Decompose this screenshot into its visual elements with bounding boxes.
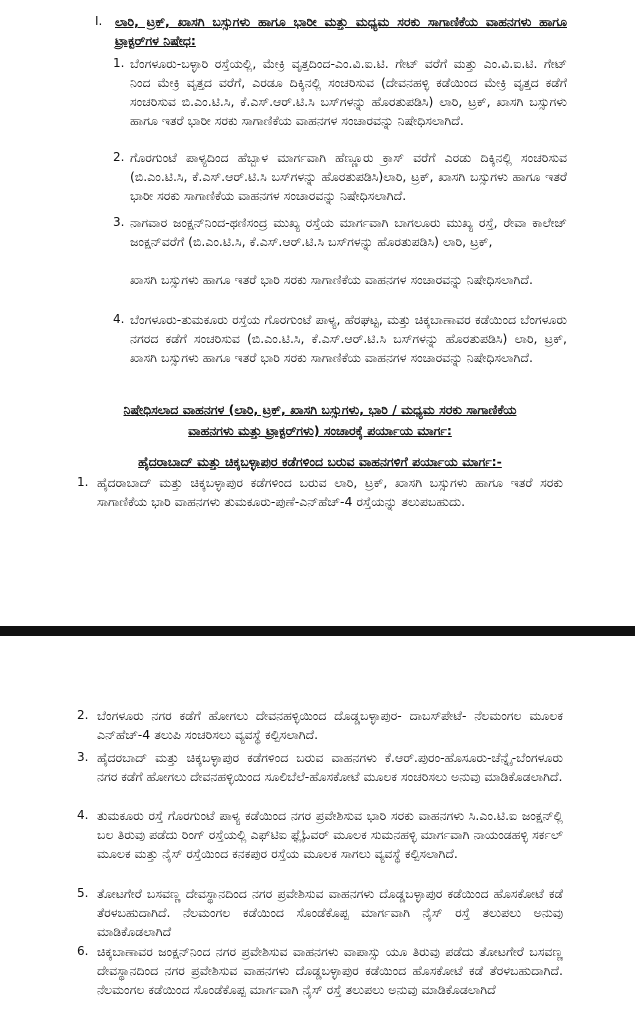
list-item-number: 5. <box>77 886 89 900</box>
list-item: ಬೆಂಗಳೂರು-ಬಳ್ಳಾರಿ ರಸ್ತೆಯಲ್ಲಿ, ಮೇಕ್ರಿ ವೃತ್ತದಿಂದ-ಎಂ.ವಿ.ಐ.ಟಿ. ಗೇಟ್ ವರೆಗೆ ಮತ್ತು ಎಂ.ವಿ.ಐ.ಟಿ. ಗೇಟ್ ನಿಂದ ಮೇಕ್ರಿ ವೃತ್ತದ ವರೆಗೆ, ಎರಡೂ ದಿಕ್ಕಿನಲ್ಲಿ ಸಂಚರಿಸುವ (ದೇವನಹಳ್ಳಿ ಕಡೆಯಿಂದ ಮೇಕ್ರಿ ವೃತ್ತದ ಕಡೆಗೆ ಸಂಚರಿಸುವ ಬಿ.ಎಂ.ಟಿ.ಸಿ, ಕೆ.ಎಸ್.ಆರ್.ಟಿ.ಸಿ ಬಸ್‌ಗಳನ್ನು ಹೊರತುಪಡಿಸಿ) ಲಾರಿ, ಟ್ರಕ್, ಖಾಸಗಿ ಬಸ್ಸುಗಳು ಹಾಗೂ ಇತರೆ ಭಾರೀ ಸರಕು ಸಾಗಾಣಿಕೆಯ ವಾಹನಗಳ ಸಂಚಾರವನ್ನು ನಿಷೇಧಿಸಲಾಗಿದೆ. <box>130 56 567 128</box>
list-item: ನಾಗವಾರ ಜಂಕ್ಷನ್‌ನಿಂದ-ಥಣಿಸಂದ್ರ ಮುಖ್ಯ ರಸ್ತೆಯ ಮಾರ್ಗವಾಗಿ ಬಾಗಲೂರು ಮುಖ್ಯ ರಸ್ತೆ, ರೇವಾ ಕಾಲೇಜ್ ಜಂಕ್ಷನ್‌ವರೆಗೆ (ಬಿ.ಎಂ.ಟಿ.ಸಿ, ಕೆ.ಎಸ್.ಆರ್.ಟಿ.ಸಿ ಬಸ್‌ಗಳನ್ನು ಹೊರತುಪಡಿಸಿ) ಲಾರಿ, ಟ್ರಕ್, <box>130 215 567 249</box>
list-item: ಬೆಂಗಳೂರು ನಗರ ಕಡೆಗೆ ಹೋಗಲು ದೇವನಹಳ್ಳಿಯಿಂದ ದೊಡ್ಡಬಳ್ಳಾಪುರ- ದಾಬಸ್‌ಪೇಟೆ- ನೆಲಮಂಗಲ ಮೂಲಕ ಎನ್‌ಹೆಚ್-4 ತಲುಪಿ ಸಂಚರಿಸಲು ವ್ಯವಸ್ಥೆ ಕಲ್ಪಿಸಲಾಗಿದೆ. <box>97 708 563 742</box>
list-item-number: 3. <box>77 750 89 764</box>
list-item-number: 1. <box>113 56 125 70</box>
list-item-number: 2. <box>113 150 125 164</box>
list-item: ತುಮಕೂರು ರಸ್ತೆ ಗೊರಗುಂಟೆ ಪಾಳ್ಯ ಕಡೆಯಿಂದ ನಗರ ಪ್ರವೇಶಿಸುವ ಭಾರಿ ಸರಕು ವಾಹನಗಳು ಸಿ.ಎಂ.ಟಿ.ಐ ಜಂಕ್ಷನ್‌ಲ್ಲಿ ಬಲ ತಿರುವು ಪಡೆದು ರಿಂಗ್ ರಸ್ತೆಯಲ್ಲಿ ಎಫ್‌ಟಿಐ ಫ್ಲೈಓವರ್ ಮೂಲಕ ಸುಮನಹಳ್ಳಿ ಮಾರ್ಗವಾಗಿ ನಾಯಂಡಹಳ್ಳಿ ಸರ್ಕಲ್ ಮೂಲಕ ಮತ್ತು ನೈಸ್ ರಸ್ತೆಯಿಂದ ಕನಕಪುರ ರಸ್ತೆಯ ಮೂಲಕ ಸಾಗಲು ವ್ಯವಸ್ಥೆ ಕಲ್ಪಿಸಲಾಗಿದೆ. <box>97 808 563 861</box>
list-item-number: 3. <box>113 215 125 229</box>
section-number: I. <box>95 14 103 28</box>
sub-heading: ಹೈದರಾಬಾದ್ ಮತ್ತು ಚಿಕ್ಕಬಳ್ಳಾಪುರ ಕಡೆಗಳಿಂದ ಬರುವ ವಾಹನಗಳಿಗೆ ಪರ್ಯಾಯ ಮಾರ್ಗ:- <box>138 454 502 469</box>
page-divider <box>0 626 635 636</box>
list-item-number: 4. <box>113 312 125 326</box>
list-item: ಹೈದರಾಬಾದ್ ಮತ್ತು ಚಿಕ್ಕಬಳ್ಳಾಪುರ ಕಡೆಗಳಿಂದ ಬರುವ ಲಾರಿ, ಟ್ರಕ್, ಖಾಸಗಿ ಬಸ್ಸುಗಳು ಹಾಗೂ ಇತರೆ ಸರಕು ಸಾಗಾಣಿಕೆಯ ಭಾರಿ ವಾಹನಗಳು ತುಮಕೂರು-ಪುಣೆ-ಎನ್‌ಹೆಚ್-4 ರಸ್ತೆಯನ್ನು ತಲುಪಬಹುದು. <box>97 475 563 509</box>
alternate-route-heading-line2: ವಾಹನಗಳು ಮತ್ತು ಟ್ರಾಕ್ಟರ್‌ಗಳು) ಸಂಚಾರಕ್ಕೆ ಪರ್ಯಾಯ ಮಾರ್ಗ: <box>188 423 452 438</box>
list-item-number: 1. <box>77 475 89 489</box>
list-item-continuation: ಖಾಸಗಿ ಬಸ್ಸುಗಳು ಹಾಗೂ ಇತರೆ ಭಾರಿ ಸರಕು ಸಾಗಾಣಿಕೆಯ ವಾಹನಗಳ ಸಂಚಾರವನ್ನು ನಿಷೇಧಿಸಲಾಗಿದೆ. <box>130 272 533 287</box>
list-item: ಬೆಂಗಳೂರು-ತುಮಕೂರು ರಸ್ತೆಯ ಗೊರಗುಂಟೆ ಪಾಳ್ಯ, ಹೆರಘಟ್ಟ, ಮತ್ತು ಚಿಕ್ಕಬಾಣಾವರ ಕಡೆಯಿಂದ ಬೆಂಗಳೂರು ನಗರದ ಕಡೆಗೆ ಸಂಚರಿಸುವ (ಬಿ.ಎಂ.ಟಿ.ಸಿ, ಕೆ.ಎಸ್.ಆರ್.ಟಿ.ಸಿ ಬಸ್‌ಗಳನ್ನು ಹೊರತುಪಡಿಸಿ) ಲಾರಿ, ಟ್ರಕ್, ಖಾಸಗಿ ಬಸ್ಸುಗಳು ಹಾಗೂ ಇತರೆ ಭಾರಿ ಸರಕು ಸಾಗಾಣಿಕೆಯ ವಾಹನಗಳ ಸಂಚಾರವನ್ನು ನಿಷೇಧಿಸಲಾಗಿದೆ. <box>130 312 567 365</box>
list-item: ಹೈದರಬಾದ್ ಮತ್ತು ಚಿಕ್ಕಬಳ್ಳಾಪುರ ಕಡೆಗಳಿಂದ ಬರುವ ವಾಹನಗಳು ಕೆ.ಆರ್.ಪುರಂ-ಹೊಸೂರು-ಚೆನ್ನೈ-ಬೆಂಗಳೂರು ನಗರ ಕಡೆಗೆ ಹೋಗಲು ದೇವನಹಳ್ಳಿಯಿಂದ ಸೂಲಿಬೆಲೆ-ಹೊಸಕೋಟೆ ಮೂಲಕ ಸಂಚರಿಸಲು ಅನುವು ಮಾಡಿಕೊಡಲಾಗಿದೆ. <box>97 750 563 784</box>
alternate-route-heading-line1: ನಿಷೇಧಿಸಲಾದ ವಾಹನಗಳ (ಲಾರಿ, ಟ್ರಕ್, ಖಾಸಗಿ ಬಸ್ಸುಗಳು, ಭಾರಿ / ಮಧ್ಯಮ ಸರಕು ಸಾಗಾಣಿಕೆಯ <box>123 402 517 417</box>
list-item: ಚಿಕ್ಕಬಾಣಾವರ ಜಂಕ್ಷನ್‌ನಿಂದ ನಗರ ಪ್ರವೇಶಿಸುವ ವಾಹನಗಳು ವಾಪಾಸ್ಸು ಯೂ ತಿರುವು ಪಡೆದು ತೋಟಗೇರೆ ಬಸವಣ್ಣ ದೇವಸ್ಥಾನದಿಂದ ನಗರ ಪ್ರವೇಶಿಸುವ ವಾಹನಗಳು ದೊಡ್ಡಬಳ್ಳಾಪುರ ಕಡೆಯಿಂದ ಹೊಸಕೋಟೆ ಕಡೆ ತೆರಳಬಹುದಾಗಿದೆ. ನೆಲಮಂಗಲ ಕಡೆಯಿಂದ ಸೊಂಡೆಕೊಪ್ಪ ಮಾರ್ಗವಾಗಿ ನೈಸ್ ರಸ್ತೆ ತಲುಪಲು ಅನುವು ಮಾಡಿಕೊಡಲಾಗಿದೆ <box>97 944 563 997</box>
list-item: ಗೊರಗುಂಟೆ ಪಾಳ್ಯದಿಂದ ಹೆಬ್ಬಾಳ ಮಾರ್ಗವಾಗಿ ಹೆಣ್ಣೂರು ಕ್ರಾಸ್ ವರೆಗೆ ಎರಡು ದಿಕ್ಕಿನಲ್ಲಿ ಸಂಚರಿಸುವ (ಬಿ.ಎಂ.ಟಿ.ಸಿ, ಕೆ.ಎಸ್.ಆರ್.ಟಿ.ಸಿ ಬಸ್‌ಗಳನ್ನು ಹೊರತುಪಡಿಸಿ)ಲಾರಿ, ಟ್ರಕ್, ಖಾಸಗಿ ಬಸ್ಸುಗಳು ಹಾಗೂ ಇತರೆ ಭಾರೀ ಸರಕು ಸಾಗಾಣಿಕೆಯ ವಾಹನಗಳ ಸಂಚಾರವನ್ನು ನಿಷೇಧಿಸಲಾಗಿದೆ. <box>130 150 567 203</box>
section-heading: ಲಾರಿ, ಟ್ರಕ್, ಖಾಸಗಿ ಬಸ್ಸುಗಳು ಹಾಗೂ ಭಾರೀ ಮತ್ತು ಮಧ್ಯಮ ಸರಕು ಸಾಗಾಣಿಕೆಯ ವಾಹನಗಳು ಹಾಗೂ ಟ್ರಾಕ್ಟರ್‌ಗಳ ನಿಷೇಧ: <box>115 14 567 48</box>
page-2 <box>0 636 635 1024</box>
list-item-number: 4. <box>77 808 89 822</box>
list-item-number: 2. <box>77 708 89 722</box>
list-item-number: 6. <box>77 944 89 958</box>
list-item: ತೋಟಗೇರೆ ಬಸವಣ್ಣ ದೇವಸ್ಥಾನದಿಂದ ನಗರ ಪ್ರವೇಶಿಸುವ ವಾಹನಗಳು ದೊಡ್ಡಬಳ್ಳಾಪುರ ಕಡೆಯಿಂದ ಹೊಸಕೋಟೆ ಕಡೆ ತೆರಳಬಹುದಾಗಿದೆ. ನೆಲಮಂಗಲ ಕಡೆಯಿಂದ ಸೊಂಡೆಕೊಪ್ಪ ಮಾರ್ಗವಾಗಿ ನೈಸ್ ರಸ್ತೆ ತಲುಪಲು ಅನುವು ಮಾಡಿಕೊಡಲಾಗಿದೆ <box>97 886 563 939</box>
